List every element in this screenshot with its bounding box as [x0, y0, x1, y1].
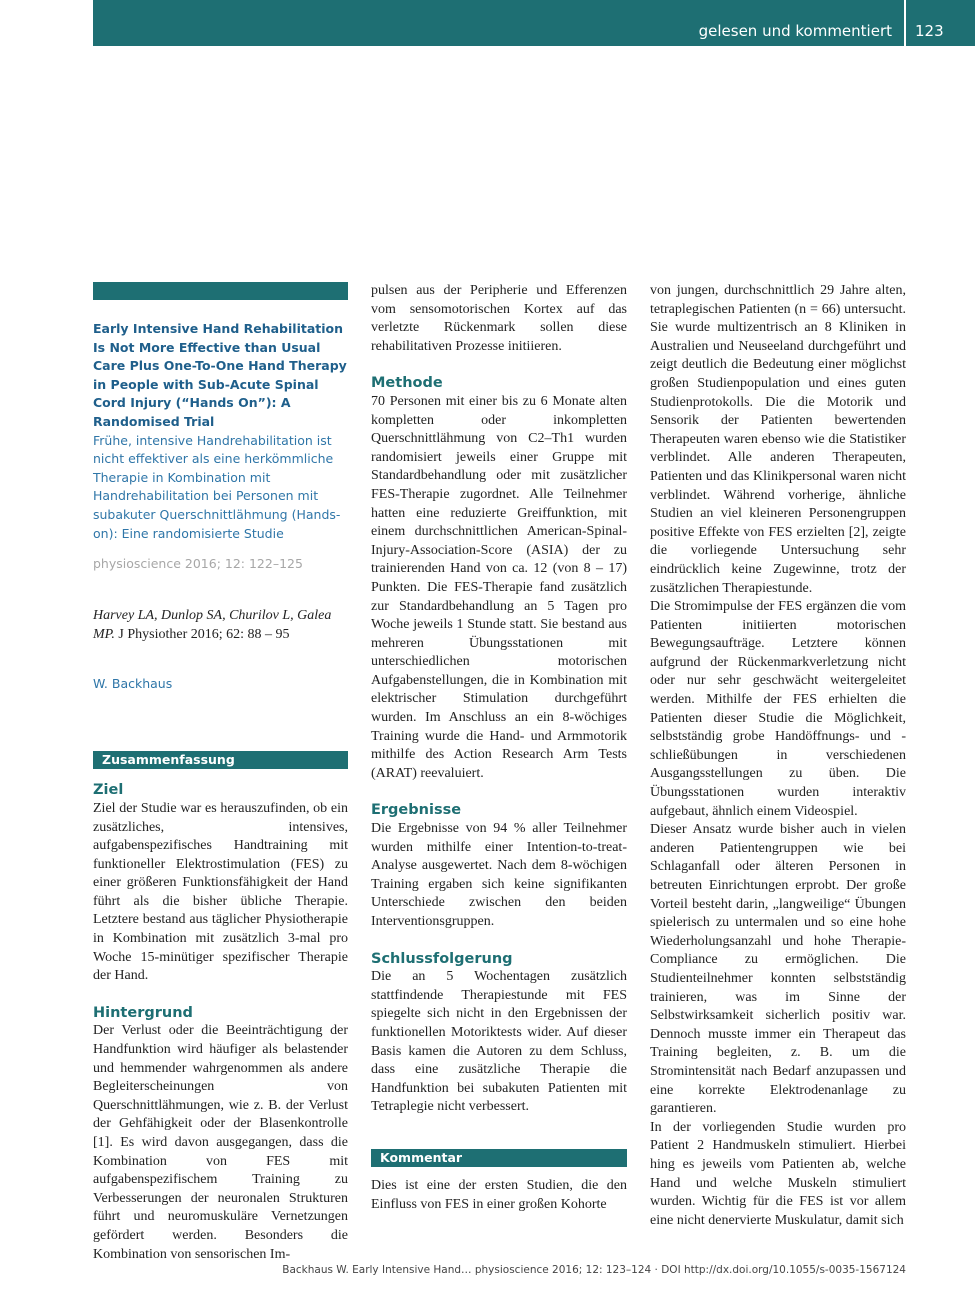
source-citation: physioscience 2016; 12: 122–125	[93, 556, 303, 572]
journal-reference: J Physiother 2016; 62: 88 – 95	[114, 626, 290, 642]
text-hintergrund: Der Verlust oder die Beeinträchtigung der Handfunktion wird häufiger als belastender und hemmender wahrgenommen als andere Begleiterscheinungen von Querschnittlähmungen, wie z. B. der Verlust der Gehfähigkeit oder der Blasenkontrolle [1]. Es wird davon ausgegangen, dass die Kombination von FES mit aufgabenspezifischem Training zu Verbesserungen der neuronalen Strukturen führt und neuromuskuläre Vernetzungen gefördert werden. Besonders die Kombination von sensorischen Im-	[93, 1023, 348, 1262]
column-right	[650, 282, 906, 1230]
heading-hintergrund: Hintergrund	[93, 1004, 193, 1021]
text-methode: 70 Personen mit einer bis zu 6 Monate alten kompletten oder inkompletten Querschnittlähmung von C2–Th1 wurden randomisiert jeweils einer Gruppe mit Standardbehandlung oder mit zusätzlicher FES-Therapie zugordnet. Alle Teilnehmer hatten eine reduzierte Greiffunktion, mit einem durchschnittlichen American-Spinal-Injury-Association-Score (ASIA) der zu trainierenden Hand von ca. 12 (von 8 – 17) Punkten. Die FES-Therapie fand zusätzlich zur Standardbehandlung an 5 Tagen pro Woche jeweils 1 Stunde statt. Sie bestand aus mehreren Übungsstationen mit unterschiedlichen motorischen Aufgabenstellungen, die in Kombination mit elektrischer Stimulation durchgeführt wurden. Im Anschluss an ein 8-wöchiges Training wurde die Hand- und Armmotorik mithilfe des Action Research Arm Tests (ARAT) reevaluiert.	[371, 393, 627, 781]
text-schlussfolgerung: Die an 5 Wochentagen zusätzlich stattfindende Therapiestunde mit FES spiegelte sich nicht in den Ergebnissen der funktionellen Motoriktests wider. Auf dieser Basis kamen die Autoren zu dem Schluss, dass eine zusätzliche Therapie die Handfunktion bei subakuten Patienten mit Tetraplegie nicht verbessert.	[371, 969, 627, 1115]
article-title-german: Frühe, intensive Handrehabilitation ist nicht effektiver als eine herkömmliche Therapie in Kombination mit Handrehabilitation bei Personen mit subakuter Querschnittlähmung (Hands-on): Eine randomisierte Studie	[93, 432, 341, 541]
header-divider	[904, 0, 906, 46]
title-rule	[93, 282, 348, 300]
page-number: 123	[915, 22, 944, 40]
authors: Harvey LA, Dunlop SA, Churilov L, Galea MP.	[93, 608, 332, 642]
text-kommentar-3: Dieser Ansatz wurde bisher auch in vielen anderen Patientengruppen wie bei Schlaganfall oder älteren Personen in betreuten Einrichtungen erprobt. Der große Vorteil besteht darin, „langweilige“ Übungen spielerisch zu untermalen und so eine hohe Wiederholungsanzahl und hohe Therapie-Compliance zu ermöglichen. Die Studienteilnehmer konnten selbstständig trainieren, was im Sinne der Selbstwirksamkeit sicherlich positiv war. Dennoch musste immer ein Therapeut das Training begleiten, z. B. um die Stromintensität nach Bedarf anzupassen und eine korrekte Elektrodenanlage zu garantieren.	[650, 822, 906, 1117]
text-ergebnisse: Die Ergebnisse von 94 % aller Teilnehmer wurden mithilfe einer Intention-to-treat-Analyse ausgewertet. Nach dem 8-wöchigen Training ergaben sich keine signifikanten Unterschiede zwischen den beiden Interventionsgruppen.	[371, 821, 627, 929]
heading-schlussfolgerung: Schlussfolgerung	[371, 950, 513, 967]
text-ziel: Ziel der Studie war es herauszufinden, ob ein zusätzliches, intensives, aufgabenspezifisches Handtraining mit funktioneller Elektrostimulation (FES) zu einer größeren Funktionsfähigkeit der Hand führt als die bisher übliche Therapie. Letztere bestand aus täglicher Physiotherapie in Kombination mit zusätzlich 3-mal pro Woche 15-minütiger spezifischer Therapie der Hand.	[93, 800, 348, 984]
footer-citation: Backhaus W. Early Intensive Hand… physioscience 2016; 12: 123–124 · DOI http://dx.doi.org/10.1055/s-0035-1567124	[282, 1264, 906, 1276]
text-kommentar-2: Die Stromimpulse der FES ergänzen die vom Patienten initiierten motorischen Bewegungsaufträge. Letztere können aufgrund der Rückenmarkverletzung nicht oder nur sehr geschwächt weitergeleitet werden. Mithilfe der FES erhielten die Patienten dieser Studie die Möglichkeit, selbstständig grobe Handöffnungs- und -schließübungen in verschiedenen Ausgangsstellungen zu üben. Die Übungsstationen wurden interaktiv aufgebaut, ähnlich einem Videospiel.	[650, 599, 906, 819]
section-bar-kommentar: Kommentar	[371, 1149, 627, 1167]
column-left	[93, 282, 348, 1264]
heading-ergebnisse: Ergebnisse	[371, 802, 462, 819]
commentator: W. Backhaus	[93, 676, 173, 692]
column-middle	[371, 282, 627, 1214]
text-kommentar-start: Dies ist eine der ersten Studien, die den Einfluss von FES in einer großen Kohorte	[371, 1177, 627, 1212]
authors-line	[93, 607, 348, 644]
heading-methode: Methode	[371, 375, 443, 392]
heading-ziel: Ziel	[93, 782, 124, 799]
article-title-english: Early Intensive Hand Rehabilitation Is Not More Effective than Usual Care Plus One-To-One Hand Therapy in People with Sub-Acute Spinal Cord Injury (“Hands On”): A Randomised Trial	[93, 321, 347, 429]
text-hintergrund-continued: pulsen aus der Peripherie und Efferenzen vom sensomotorischen Kortex auf das verletzte Rückenmark sollen diese rehabilitativen Prozesse initiieren.	[371, 283, 627, 354]
section-bar-zusammenfassung: Zusammenfassung	[93, 751, 348, 769]
running-head: gelesen und kommentiert	[698, 22, 892, 40]
text-kommentar-1: von jungen, durchschnittlich 29 Jahre alten, tetraplegischen Patienten (n = 66) untersucht. Sie wurde multizentrisch an 8 Kliniken in Australien und Neuseeland durchgeführt und zeigt deutlich die Bedeutung einer möglichst großen Studienpopulation und eines guten Studienprotokolls. Die die Motorik und Sensorik der Patienten bewertenden Therapeuten waren ebenso wie die Statistiker verblindet. Alle anderen Therapeuten, Patienten und das Klinikpersonal waren nicht verblindet. Während vorherige, ähnliche Studien an viel kleineren Personengruppen positive Effekte von FES erzielten [2], zeigte die vorliegende Untersuchung sehr eindrücklich keine Zugewinne, trotz der zusätzlichen Therapiestunde.	[650, 283, 906, 596]
text-kommentar-4: In der vorliegenden Studie wurden pro Patient 2 Handmuskeln stimuliert. Hierbei hing es jeweils vom Patienten ab, welche Hand und welche Muskeln stimuliert wurden. Wichtig für die FES ist vor allem eine nicht denervierte Muskulatur, damit sich	[650, 1119, 906, 1228]
